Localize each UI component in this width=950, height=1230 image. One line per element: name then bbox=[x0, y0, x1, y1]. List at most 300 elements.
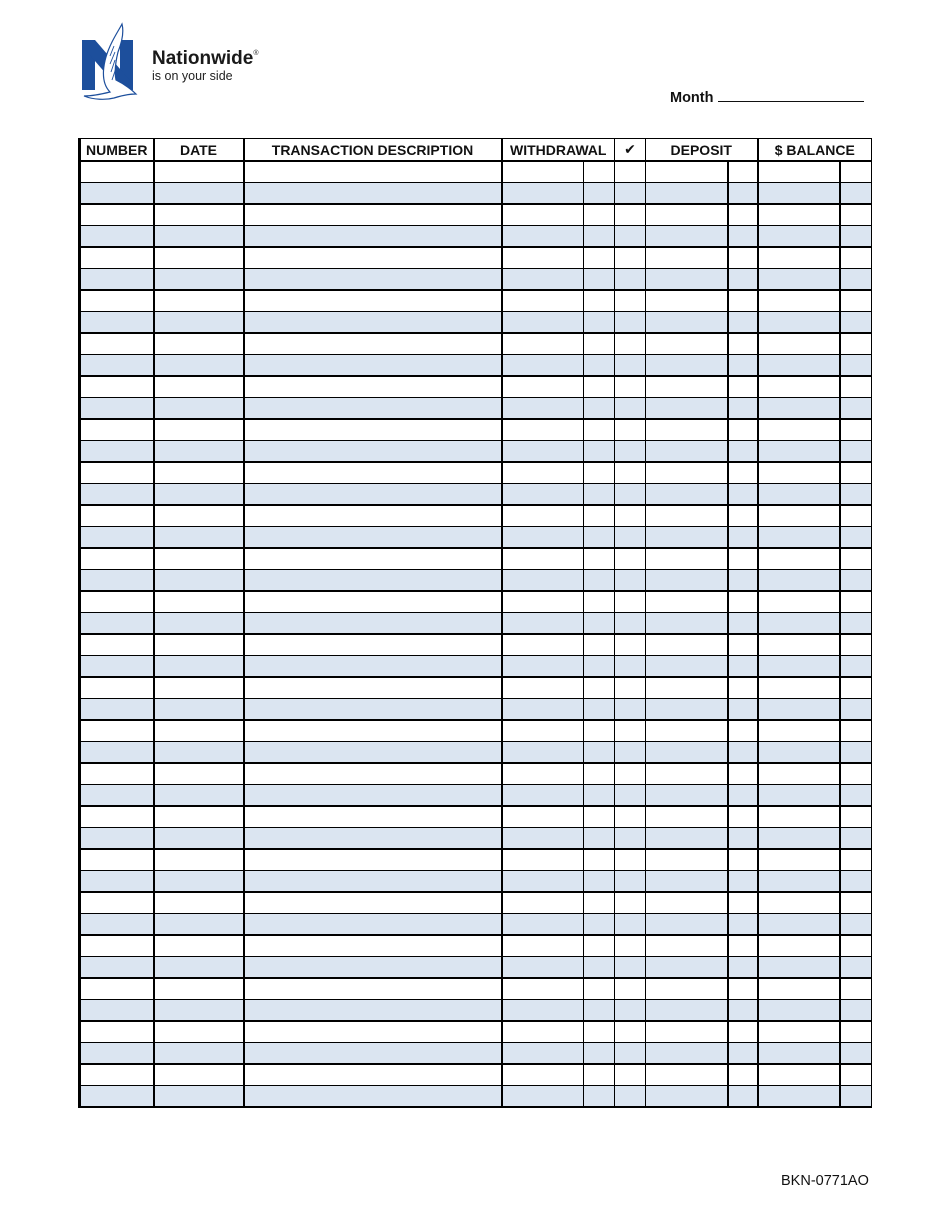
withdrawal-dollars-cell[interactable] bbox=[502, 376, 584, 398]
balance-cents-cell[interactable] bbox=[840, 333, 872, 355]
withdrawal-dollars-cell[interactable] bbox=[502, 634, 584, 656]
deposit-dollars-cell[interactable] bbox=[646, 763, 728, 785]
deposit-dollars-cell[interactable] bbox=[646, 312, 728, 334]
deposit-dollars-cell[interactable] bbox=[646, 935, 728, 957]
withdrawal-cents-cell[interactable] bbox=[584, 591, 615, 613]
number-cell[interactable] bbox=[80, 699, 154, 721]
number-cell[interactable] bbox=[80, 312, 154, 334]
balance-dollars-cell[interactable] bbox=[758, 570, 840, 592]
withdrawal-cents-cell[interactable] bbox=[584, 1000, 615, 1022]
number-cell[interactable] bbox=[80, 376, 154, 398]
date-cell[interactable] bbox=[154, 634, 244, 656]
cleared-check-cell[interactable] bbox=[615, 161, 646, 183]
withdrawal-cents-cell[interactable] bbox=[584, 634, 615, 656]
number-cell[interactable] bbox=[80, 333, 154, 355]
balance-cents-cell[interactable] bbox=[840, 785, 872, 807]
month-input-line[interactable] bbox=[718, 87, 864, 102]
withdrawal-dollars-cell[interactable] bbox=[502, 247, 584, 269]
number-cell[interactable] bbox=[80, 1000, 154, 1022]
deposit-dollars-cell[interactable] bbox=[646, 419, 728, 441]
description-cell[interactable] bbox=[244, 484, 502, 506]
withdrawal-cents-cell[interactable] bbox=[584, 290, 615, 312]
date-cell[interactable] bbox=[154, 785, 244, 807]
balance-dollars-cell[interactable] bbox=[758, 355, 840, 377]
deposit-dollars-cell[interactable] bbox=[646, 247, 728, 269]
withdrawal-cents-cell[interactable] bbox=[584, 699, 615, 721]
deposit-dollars-cell[interactable] bbox=[646, 806, 728, 828]
withdrawal-cents-cell[interactable] bbox=[584, 935, 615, 957]
description-cell[interactable] bbox=[244, 914, 502, 936]
cleared-check-cell[interactable] bbox=[615, 355, 646, 377]
date-cell[interactable] bbox=[154, 806, 244, 828]
deposit-cents-cell[interactable] bbox=[728, 419, 758, 441]
withdrawal-cents-cell[interactable] bbox=[584, 742, 615, 764]
withdrawal-cents-cell[interactable] bbox=[584, 333, 615, 355]
number-cell[interactable] bbox=[80, 1021, 154, 1043]
deposit-cents-cell[interactable] bbox=[728, 1000, 758, 1022]
withdrawal-dollars-cell[interactable] bbox=[502, 785, 584, 807]
withdrawal-cents-cell[interactable] bbox=[584, 763, 615, 785]
number-cell[interactable] bbox=[80, 355, 154, 377]
cleared-check-cell[interactable] bbox=[615, 935, 646, 957]
deposit-dollars-cell[interactable] bbox=[646, 1064, 728, 1086]
balance-cents-cell[interactable] bbox=[840, 892, 872, 914]
number-cell[interactable] bbox=[80, 548, 154, 570]
withdrawal-dollars-cell[interactable] bbox=[502, 355, 584, 377]
deposit-cents-cell[interactable] bbox=[728, 333, 758, 355]
number-cell[interactable] bbox=[80, 441, 154, 463]
balance-cents-cell[interactable] bbox=[840, 978, 872, 1000]
withdrawal-cents-cell[interactable] bbox=[584, 269, 615, 291]
deposit-cents-cell[interactable] bbox=[728, 591, 758, 613]
deposit-dollars-cell[interactable] bbox=[646, 505, 728, 527]
cleared-check-cell[interactable] bbox=[615, 1000, 646, 1022]
description-cell[interactable] bbox=[244, 1021, 502, 1043]
deposit-dollars-cell[interactable] bbox=[646, 161, 728, 183]
number-cell[interactable] bbox=[80, 570, 154, 592]
deposit-dollars-cell[interactable] bbox=[646, 290, 728, 312]
date-cell[interactable] bbox=[154, 333, 244, 355]
withdrawal-dollars-cell[interactable] bbox=[502, 699, 584, 721]
withdrawal-dollars-cell[interactable] bbox=[502, 978, 584, 1000]
number-cell[interactable] bbox=[80, 1043, 154, 1065]
balance-dollars-cell[interactable] bbox=[758, 914, 840, 936]
description-cell[interactable] bbox=[244, 871, 502, 893]
withdrawal-dollars-cell[interactable] bbox=[502, 226, 584, 248]
number-cell[interactable] bbox=[80, 505, 154, 527]
deposit-dollars-cell[interactable] bbox=[646, 484, 728, 506]
withdrawal-dollars-cell[interactable] bbox=[502, 892, 584, 914]
number-cell[interactable] bbox=[80, 892, 154, 914]
withdrawal-cents-cell[interactable] bbox=[584, 398, 615, 420]
withdrawal-dollars-cell[interactable] bbox=[502, 720, 584, 742]
cleared-check-cell[interactable] bbox=[615, 1043, 646, 1065]
balance-cents-cell[interactable] bbox=[840, 1064, 872, 1086]
deposit-dollars-cell[interactable] bbox=[646, 978, 728, 1000]
cleared-check-cell[interactable] bbox=[615, 441, 646, 463]
balance-cents-cell[interactable] bbox=[840, 613, 872, 635]
deposit-cents-cell[interactable] bbox=[728, 742, 758, 764]
deposit-cents-cell[interactable] bbox=[728, 699, 758, 721]
deposit-cents-cell[interactable] bbox=[728, 505, 758, 527]
date-cell[interactable] bbox=[154, 978, 244, 1000]
number-cell[interactable] bbox=[80, 720, 154, 742]
balance-dollars-cell[interactable] bbox=[758, 269, 840, 291]
deposit-cents-cell[interactable] bbox=[728, 1064, 758, 1086]
withdrawal-cents-cell[interactable] bbox=[584, 462, 615, 484]
date-cell[interactable] bbox=[154, 763, 244, 785]
date-cell[interactable] bbox=[154, 462, 244, 484]
deposit-dollars-cell[interactable] bbox=[646, 720, 728, 742]
balance-dollars-cell[interactable] bbox=[758, 677, 840, 699]
withdrawal-cents-cell[interactable] bbox=[584, 312, 615, 334]
deposit-dollars-cell[interactable] bbox=[646, 914, 728, 936]
deposit-cents-cell[interactable] bbox=[728, 290, 758, 312]
withdrawal-dollars-cell[interactable] bbox=[502, 161, 584, 183]
cleared-check-cell[interactable] bbox=[615, 720, 646, 742]
deposit-cents-cell[interactable] bbox=[728, 527, 758, 549]
description-cell[interactable] bbox=[244, 978, 502, 1000]
deposit-cents-cell[interactable] bbox=[728, 828, 758, 850]
withdrawal-dollars-cell[interactable] bbox=[502, 290, 584, 312]
withdrawal-dollars-cell[interactable] bbox=[502, 441, 584, 463]
balance-cents-cell[interactable] bbox=[840, 634, 872, 656]
cleared-check-cell[interactable] bbox=[615, 1021, 646, 1043]
date-cell[interactable] bbox=[154, 183, 244, 205]
balance-dollars-cell[interactable] bbox=[758, 290, 840, 312]
date-cell[interactable] bbox=[154, 828, 244, 850]
deposit-dollars-cell[interactable] bbox=[646, 226, 728, 248]
deposit-cents-cell[interactable] bbox=[728, 226, 758, 248]
number-cell[interactable] bbox=[80, 591, 154, 613]
balance-cents-cell[interactable] bbox=[840, 204, 872, 226]
number-cell[interactable] bbox=[80, 828, 154, 850]
balance-dollars-cell[interactable] bbox=[758, 226, 840, 248]
date-cell[interactable] bbox=[154, 699, 244, 721]
description-cell[interactable] bbox=[244, 355, 502, 377]
date-cell[interactable] bbox=[154, 419, 244, 441]
deposit-cents-cell[interactable] bbox=[728, 398, 758, 420]
withdrawal-cents-cell[interactable] bbox=[584, 161, 615, 183]
balance-dollars-cell[interactable] bbox=[758, 634, 840, 656]
deposit-dollars-cell[interactable] bbox=[646, 376, 728, 398]
date-cell[interactable] bbox=[154, 957, 244, 979]
deposit-cents-cell[interactable] bbox=[728, 935, 758, 957]
cleared-check-cell[interactable] bbox=[615, 699, 646, 721]
withdrawal-cents-cell[interactable] bbox=[584, 505, 615, 527]
balance-cents-cell[interactable] bbox=[840, 871, 872, 893]
description-cell[interactable] bbox=[244, 634, 502, 656]
withdrawal-dollars-cell[interactable] bbox=[502, 806, 584, 828]
withdrawal-dollars-cell[interactable] bbox=[502, 204, 584, 226]
withdrawal-cents-cell[interactable] bbox=[584, 828, 615, 850]
deposit-cents-cell[interactable] bbox=[728, 161, 758, 183]
deposit-cents-cell[interactable] bbox=[728, 204, 758, 226]
balance-dollars-cell[interactable] bbox=[758, 484, 840, 506]
description-cell[interactable] bbox=[244, 892, 502, 914]
deposit-dollars-cell[interactable] bbox=[646, 871, 728, 893]
withdrawal-cents-cell[interactable] bbox=[584, 613, 615, 635]
date-cell[interactable] bbox=[154, 849, 244, 871]
number-cell[interactable] bbox=[80, 871, 154, 893]
balance-dollars-cell[interactable] bbox=[758, 1021, 840, 1043]
date-cell[interactable] bbox=[154, 914, 244, 936]
deposit-dollars-cell[interactable] bbox=[646, 828, 728, 850]
balance-dollars-cell[interactable] bbox=[758, 849, 840, 871]
withdrawal-dollars-cell[interactable] bbox=[502, 849, 584, 871]
deposit-dollars-cell[interactable] bbox=[646, 398, 728, 420]
date-cell[interactable] bbox=[154, 290, 244, 312]
balance-dollars-cell[interactable] bbox=[758, 441, 840, 463]
withdrawal-cents-cell[interactable] bbox=[584, 484, 615, 506]
date-cell[interactable] bbox=[154, 527, 244, 549]
balance-cents-cell[interactable] bbox=[840, 1021, 872, 1043]
deposit-dollars-cell[interactable] bbox=[646, 1021, 728, 1043]
balance-dollars-cell[interactable] bbox=[758, 204, 840, 226]
description-cell[interactable] bbox=[244, 742, 502, 764]
balance-cents-cell[interactable] bbox=[840, 677, 872, 699]
deposit-cents-cell[interactable] bbox=[728, 1043, 758, 1065]
withdrawal-dollars-cell[interactable] bbox=[502, 398, 584, 420]
deposit-cents-cell[interactable] bbox=[728, 785, 758, 807]
cleared-check-cell[interactable] bbox=[615, 548, 646, 570]
date-cell[interactable] bbox=[154, 376, 244, 398]
balance-cents-cell[interactable] bbox=[840, 376, 872, 398]
number-cell[interactable] bbox=[80, 290, 154, 312]
withdrawal-dollars-cell[interactable] bbox=[502, 527, 584, 549]
deposit-cents-cell[interactable] bbox=[728, 183, 758, 205]
number-cell[interactable] bbox=[80, 226, 154, 248]
balance-cents-cell[interactable] bbox=[840, 312, 872, 334]
description-cell[interactable] bbox=[244, 1000, 502, 1022]
balance-dollars-cell[interactable] bbox=[758, 806, 840, 828]
balance-dollars-cell[interactable] bbox=[758, 656, 840, 678]
withdrawal-dollars-cell[interactable] bbox=[502, 570, 584, 592]
withdrawal-dollars-cell[interactable] bbox=[502, 871, 584, 893]
withdrawal-cents-cell[interactable] bbox=[584, 247, 615, 269]
balance-dollars-cell[interactable] bbox=[758, 763, 840, 785]
description-cell[interactable] bbox=[244, 677, 502, 699]
deposit-cents-cell[interactable] bbox=[728, 441, 758, 463]
deposit-dollars-cell[interactable] bbox=[646, 957, 728, 979]
description-cell[interactable] bbox=[244, 806, 502, 828]
date-cell[interactable] bbox=[154, 720, 244, 742]
cleared-check-cell[interactable] bbox=[615, 871, 646, 893]
withdrawal-dollars-cell[interactable] bbox=[502, 505, 584, 527]
deposit-cents-cell[interactable] bbox=[728, 548, 758, 570]
date-cell[interactable] bbox=[154, 269, 244, 291]
cleared-check-cell[interactable] bbox=[615, 570, 646, 592]
balance-cents-cell[interactable] bbox=[840, 1043, 872, 1065]
balance-dollars-cell[interactable] bbox=[758, 699, 840, 721]
description-cell[interactable] bbox=[244, 613, 502, 635]
number-cell[interactable] bbox=[80, 935, 154, 957]
cleared-check-cell[interactable] bbox=[615, 849, 646, 871]
number-cell[interactable] bbox=[80, 742, 154, 764]
cleared-check-cell[interactable] bbox=[615, 398, 646, 420]
description-cell[interactable] bbox=[244, 269, 502, 291]
deposit-cents-cell[interactable] bbox=[728, 720, 758, 742]
cleared-check-cell[interactable] bbox=[615, 204, 646, 226]
cleared-check-cell[interactable] bbox=[615, 333, 646, 355]
deposit-dollars-cell[interactable] bbox=[646, 333, 728, 355]
withdrawal-cents-cell[interactable] bbox=[584, 355, 615, 377]
deposit-cents-cell[interactable] bbox=[728, 763, 758, 785]
withdrawal-dollars-cell[interactable] bbox=[502, 656, 584, 678]
number-cell[interactable] bbox=[80, 419, 154, 441]
balance-cents-cell[interactable] bbox=[840, 957, 872, 979]
number-cell[interactable] bbox=[80, 204, 154, 226]
balance-cents-cell[interactable] bbox=[840, 161, 872, 183]
description-cell[interactable] bbox=[244, 290, 502, 312]
balance-cents-cell[interactable] bbox=[840, 591, 872, 613]
cleared-check-cell[interactable] bbox=[615, 742, 646, 764]
balance-cents-cell[interactable] bbox=[840, 290, 872, 312]
description-cell[interactable] bbox=[244, 505, 502, 527]
date-cell[interactable] bbox=[154, 656, 244, 678]
date-cell[interactable] bbox=[154, 441, 244, 463]
deposit-dollars-cell[interactable] bbox=[646, 742, 728, 764]
balance-dollars-cell[interactable] bbox=[758, 376, 840, 398]
deposit-dollars-cell[interactable] bbox=[646, 849, 728, 871]
description-cell[interactable] bbox=[244, 441, 502, 463]
date-cell[interactable] bbox=[154, 892, 244, 914]
withdrawal-dollars-cell[interactable] bbox=[502, 312, 584, 334]
withdrawal-dollars-cell[interactable] bbox=[502, 677, 584, 699]
cleared-check-cell[interactable] bbox=[615, 892, 646, 914]
balance-cents-cell[interactable] bbox=[840, 656, 872, 678]
cleared-check-cell[interactable] bbox=[615, 1064, 646, 1086]
balance-cents-cell[interactable] bbox=[840, 570, 872, 592]
description-cell[interactable] bbox=[244, 183, 502, 205]
withdrawal-dollars-cell[interactable] bbox=[502, 1043, 584, 1065]
number-cell[interactable] bbox=[80, 613, 154, 635]
balance-dollars-cell[interactable] bbox=[758, 742, 840, 764]
cleared-check-cell[interactable] bbox=[615, 914, 646, 936]
balance-dollars-cell[interactable] bbox=[758, 505, 840, 527]
deposit-cents-cell[interactable] bbox=[728, 1086, 758, 1108]
date-cell[interactable] bbox=[154, 1000, 244, 1022]
cleared-check-cell[interactable] bbox=[615, 312, 646, 334]
withdrawal-dollars-cell[interactable] bbox=[502, 1086, 584, 1108]
withdrawal-cents-cell[interactable] bbox=[584, 441, 615, 463]
cleared-check-cell[interactable] bbox=[615, 376, 646, 398]
description-cell[interactable] bbox=[244, 548, 502, 570]
description-cell[interactable] bbox=[244, 204, 502, 226]
balance-dollars-cell[interactable] bbox=[758, 613, 840, 635]
description-cell[interactable] bbox=[244, 419, 502, 441]
withdrawal-cents-cell[interactable] bbox=[584, 1043, 615, 1065]
description-cell[interactable] bbox=[244, 763, 502, 785]
deposit-cents-cell[interactable] bbox=[728, 355, 758, 377]
description-cell[interactable] bbox=[244, 849, 502, 871]
withdrawal-cents-cell[interactable] bbox=[584, 957, 615, 979]
date-cell[interactable] bbox=[154, 505, 244, 527]
cleared-check-cell[interactable] bbox=[615, 269, 646, 291]
deposit-cents-cell[interactable] bbox=[728, 1021, 758, 1043]
description-cell[interactable] bbox=[244, 462, 502, 484]
number-cell[interactable] bbox=[80, 656, 154, 678]
description-cell[interactable] bbox=[244, 656, 502, 678]
withdrawal-cents-cell[interactable] bbox=[584, 849, 615, 871]
deposit-dollars-cell[interactable] bbox=[646, 1043, 728, 1065]
balance-dollars-cell[interactable] bbox=[758, 527, 840, 549]
cleared-check-cell[interactable] bbox=[615, 806, 646, 828]
cleared-check-cell[interactable] bbox=[615, 763, 646, 785]
cleared-check-cell[interactable] bbox=[615, 226, 646, 248]
balance-dollars-cell[interactable] bbox=[758, 247, 840, 269]
withdrawal-cents-cell[interactable] bbox=[584, 1021, 615, 1043]
withdrawal-cents-cell[interactable] bbox=[584, 1086, 615, 1108]
withdrawal-dollars-cell[interactable] bbox=[502, 914, 584, 936]
number-cell[interactable] bbox=[80, 1064, 154, 1086]
date-cell[interactable] bbox=[154, 591, 244, 613]
balance-cents-cell[interactable] bbox=[840, 849, 872, 871]
balance-dollars-cell[interactable] bbox=[758, 935, 840, 957]
date-cell[interactable] bbox=[154, 1043, 244, 1065]
date-cell[interactable] bbox=[154, 247, 244, 269]
date-cell[interactable] bbox=[154, 312, 244, 334]
date-cell[interactable] bbox=[154, 871, 244, 893]
deposit-dollars-cell[interactable] bbox=[646, 613, 728, 635]
number-cell[interactable] bbox=[80, 247, 154, 269]
deposit-dollars-cell[interactable] bbox=[646, 570, 728, 592]
balance-dollars-cell[interactable] bbox=[758, 785, 840, 807]
deposit-dollars-cell[interactable] bbox=[646, 355, 728, 377]
description-cell[interactable] bbox=[244, 720, 502, 742]
deposit-dollars-cell[interactable] bbox=[646, 591, 728, 613]
balance-dollars-cell[interactable] bbox=[758, 978, 840, 1000]
withdrawal-dollars-cell[interactable] bbox=[502, 183, 584, 205]
balance-cents-cell[interactable] bbox=[840, 828, 872, 850]
balance-cents-cell[interactable] bbox=[840, 935, 872, 957]
description-cell[interactable] bbox=[244, 398, 502, 420]
balance-dollars-cell[interactable] bbox=[758, 828, 840, 850]
description-cell[interactable] bbox=[244, 226, 502, 248]
number-cell[interactable] bbox=[80, 183, 154, 205]
number-cell[interactable] bbox=[80, 849, 154, 871]
deposit-cents-cell[interactable] bbox=[728, 892, 758, 914]
deposit-cents-cell[interactable] bbox=[728, 978, 758, 1000]
description-cell[interactable] bbox=[244, 527, 502, 549]
balance-cents-cell[interactable] bbox=[840, 398, 872, 420]
deposit-cents-cell[interactable] bbox=[728, 634, 758, 656]
balance-cents-cell[interactable] bbox=[840, 355, 872, 377]
balance-dollars-cell[interactable] bbox=[758, 183, 840, 205]
deposit-dollars-cell[interactable] bbox=[646, 527, 728, 549]
date-cell[interactable] bbox=[154, 935, 244, 957]
description-cell[interactable] bbox=[244, 376, 502, 398]
withdrawal-dollars-cell[interactable] bbox=[502, 419, 584, 441]
balance-cents-cell[interactable] bbox=[840, 806, 872, 828]
description-cell[interactable] bbox=[244, 957, 502, 979]
deposit-dollars-cell[interactable] bbox=[646, 677, 728, 699]
balance-cents-cell[interactable] bbox=[840, 247, 872, 269]
withdrawal-dollars-cell[interactable] bbox=[502, 613, 584, 635]
cleared-check-cell[interactable] bbox=[615, 247, 646, 269]
withdrawal-cents-cell[interactable] bbox=[584, 570, 615, 592]
withdrawal-dollars-cell[interactable] bbox=[502, 269, 584, 291]
withdrawal-cents-cell[interactable] bbox=[584, 1064, 615, 1086]
withdrawal-cents-cell[interactable] bbox=[584, 419, 615, 441]
withdrawal-dollars-cell[interactable] bbox=[502, 828, 584, 850]
cleared-check-cell[interactable] bbox=[615, 785, 646, 807]
deposit-cents-cell[interactable] bbox=[728, 376, 758, 398]
date-cell[interactable] bbox=[154, 398, 244, 420]
balance-cents-cell[interactable] bbox=[840, 720, 872, 742]
cleared-check-cell[interactable] bbox=[615, 1086, 646, 1108]
cleared-check-cell[interactable] bbox=[615, 183, 646, 205]
